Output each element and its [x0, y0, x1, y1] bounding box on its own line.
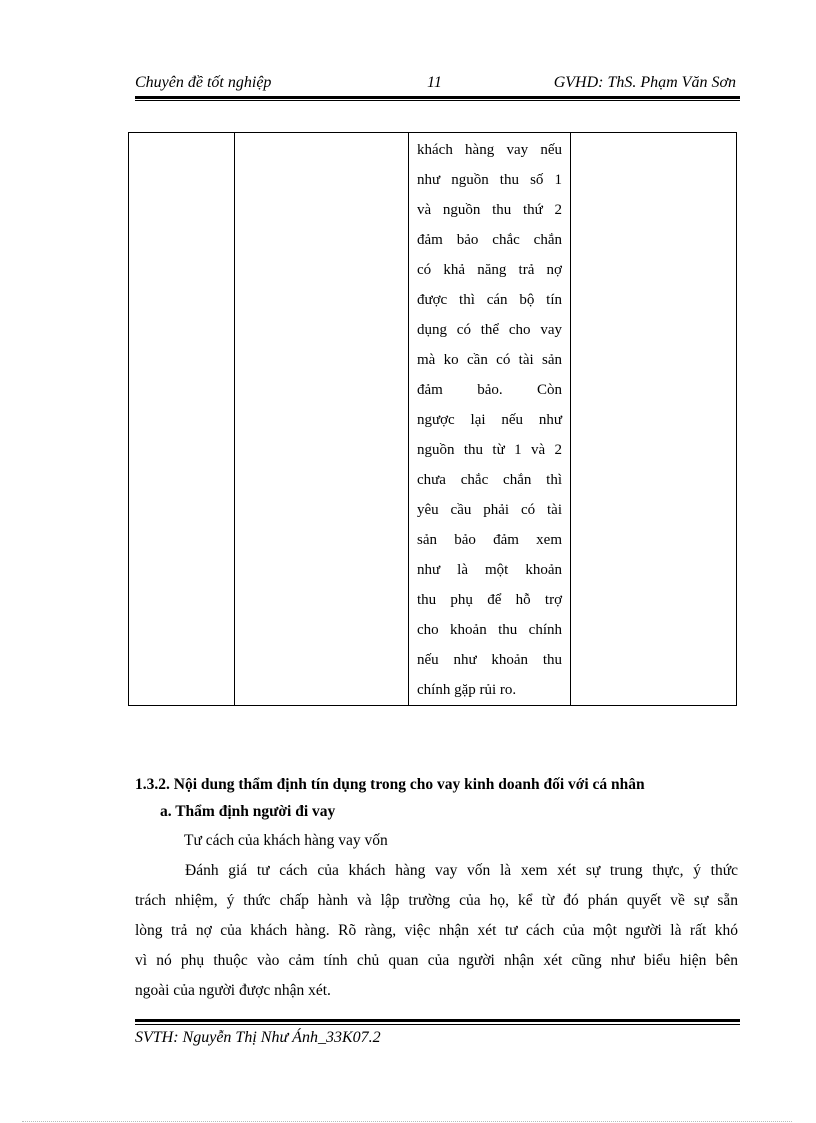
table-cell-empty-2: [235, 133, 409, 706]
cell-line: đảm bảo. Còn: [417, 382, 562, 398]
paragraph-line: ngoài của người được nhận xét.: [135, 982, 331, 999]
section-heading: 1.3.2. Nội dung thẩm định tín dụng trong cho vay kinh doanh đối với cá nhân: [135, 776, 645, 793]
page-bottom-border: [22, 1121, 792, 1122]
table-cell-empty-4: [571, 133, 737, 706]
cell-line: chưa chắc chắn thì: [417, 472, 562, 488]
cell-line: dụng có thể cho vay: [417, 322, 562, 338]
cell-line: đảm bảo chắc chắn: [417, 232, 562, 248]
header-rule-thin: [135, 100, 740, 101]
continued-table: [128, 132, 737, 706]
cell-line: nguồn thu từ 1 và 2: [417, 442, 562, 458]
table-cell-text: [409, 133, 571, 706]
footer-rule-thick: [135, 1019, 740, 1022]
page-header: [135, 74, 738, 96]
cell-line: và nguồn thu thứ 2: [417, 202, 562, 218]
cell-line: thu phụ để hỗ trợ: [417, 592, 562, 608]
cell-line: ngược lại nếu như: [417, 412, 562, 428]
page-number: 11: [427, 74, 442, 91]
paragraph-line: vì nó phụ thuộc vào cảm tính chủ quan của người nhận xét cũng như biểu hiện bên: [135, 952, 738, 969]
cell-line: sản bảo đảm xem: [417, 532, 562, 548]
cell-line: chính gặp rủi ro.: [417, 682, 517, 698]
cell-line: như nguồn thu số 1: [417, 172, 562, 188]
header-advisor: GVHD: ThS. Phạm Văn Sơn: [553, 74, 736, 91]
cell-line: nếu như khoản thu: [417, 652, 562, 668]
table-cell-paragraph: [409, 133, 570, 705]
header-title: Chuyên đề tốt nghiệp: [135, 74, 272, 91]
table-row: [129, 133, 737, 706]
cell-line: mà ko cần có tài sản: [417, 352, 562, 368]
header-rule-thick: [135, 96, 740, 99]
paragraph-line: Đánh giá tư cách của khách hàng vay vốn là xem xét sự trung thực, ý thức: [185, 862, 738, 879]
cell-line: yêu cầu phải có tài: [417, 502, 562, 518]
paragraph-line: trách nhiệm, ý thức chấp hành và lập trường của họ, kể từ đó phán quyết về sự sẵn: [135, 892, 738, 909]
cell-line: có khả năng trả nợ: [417, 262, 562, 278]
cell-line: cho khoản thu chính: [417, 622, 562, 638]
cell-line: được thì cán bộ tín: [417, 292, 562, 308]
intro-line: Tư cách của khách hàng vay vốn: [184, 832, 388, 849]
table-cell-empty-1: [129, 133, 235, 706]
cell-line: như là một khoản: [417, 562, 562, 578]
subsection-heading: a. Thẩm định người đi vay: [160, 803, 336, 820]
cell-line: khách hàng vay nếu: [417, 142, 562, 158]
paragraph-line: lòng trả nợ của khách hàng. Rõ ràng, việc nhận xét tư cách của một người là rất khó: [135, 922, 738, 939]
footer-rule-thin: [135, 1024, 740, 1025]
footer-student: SVTH: Nguyễn Thị Như Ánh_33K07.2: [135, 1029, 381, 1046]
